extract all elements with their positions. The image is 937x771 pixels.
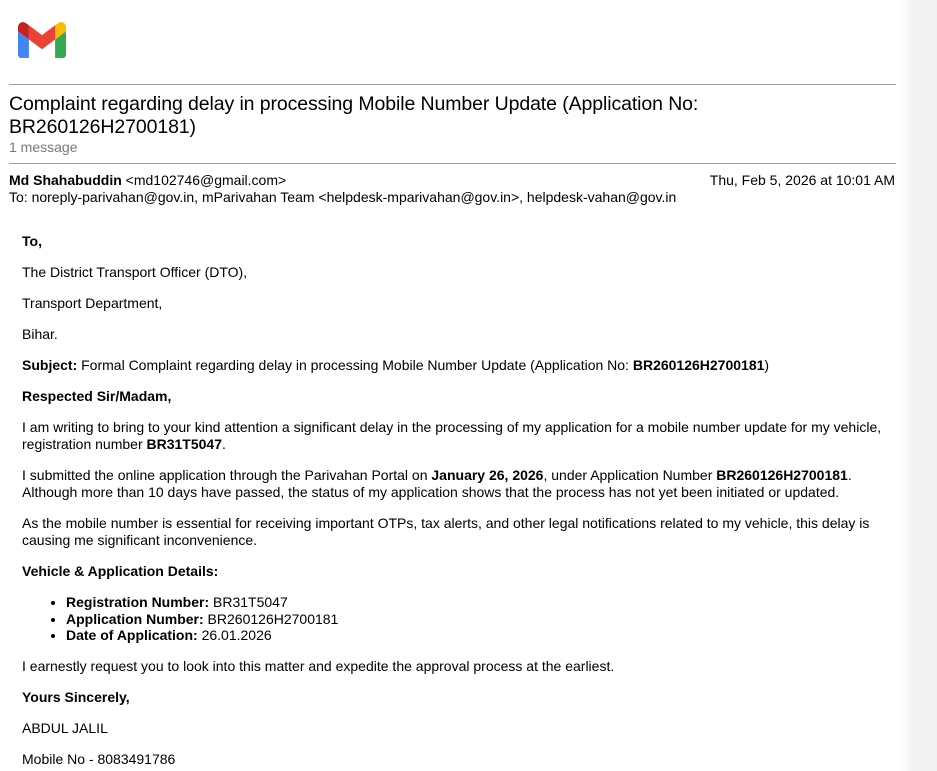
list-item [66,611,884,628]
details-value: BR31T5047 [209,594,288,610]
address-line-2: Transport Department, [22,295,163,311]
application-number-inline: BR260126H2700181 [716,467,848,483]
details-label: Application Number: [66,610,204,627]
paragraph-4: I earnestly request you to look into this matter and expedite the approval process at the earliest. [22,657,615,674]
details-label: Registration Number: [66,594,210,610]
message-count: 1 message [9,139,78,155]
email-body [22,233,884,771]
details-value: 26.01.2026 [197,627,272,643]
paragraph-2-text-a: I submitted the online application through the Parivahan Portal on [22,467,432,483]
paragraph-1 [22,419,884,453]
registration-number-inline: BR31T5047 [146,436,223,452]
sender-email: <md102746@gmail.com> [125,172,287,188]
paragraph-1-end: . [222,436,226,452]
closing: Yours Sincerely, [22,688,130,705]
sender-name: Md Shahabuddin [9,172,122,188]
paragraph-1-text: I am writing to bring to your kind attention a significant delay in the processing of my application for a mobile number update for my vehicle, registration number [22,419,882,452]
details-label: Date of Application: [66,627,198,643]
body-subject [22,357,884,374]
body-subject-close: ) [764,357,770,373]
email-subject: Complaint regarding delay in processing Mobile Number Update (Application No: BR260126H2700181) [9,93,699,138]
signature-name: ABDUL JALIL [22,719,108,736]
body-subject-app-no: BR260126H2700181 [632,357,765,373]
header-divider [9,84,896,85]
sender-line [9,172,286,189]
details-value: BR260126H2700181 [203,610,339,627]
paragraph-3: As the mobile number is essential for receiving important OTPs, tax alerts, and other legal notifications related to my vehicle, this delay is causing me significant inconvenience. [22,515,870,548]
address-line-1: The District Transport Officer (DTO), [22,264,248,280]
paragraph-2-text-c: . Although more than 10 days have passed, the status of my application shows that the process has not yet been initiated or updated. [22,467,852,500]
body-subject-label: Subject: [22,357,78,373]
signature-mobile: Mobile No - 8083491786 [22,750,176,767]
gmail-logo-icon [18,22,66,58]
body-subject-text: Formal Complaint regarding delay in processing Mobile Number Update (Application No: [77,357,633,373]
salutation: Respected Sir/Madam, [22,388,172,404]
email-date: Thu, Feb 5, 2026 at 10:01 AM [709,172,895,188]
details-list [22,594,884,644]
list-item [66,627,884,644]
recipients-line: To: noreply-parivahan@gov.in, mParivahan Team <helpdesk-mparivahan@gov.in>, helpdesk-vahan@gov.in [9,189,677,205]
body-to-label: To, [22,233,42,249]
paragraph-2-text-b: , under Application Number [543,467,717,483]
list-item [66,594,884,611]
paragraph-2 [22,467,884,501]
application-date-inline: January 26, 2026 [431,467,544,483]
thread-divider [9,163,896,164]
address-line-3: Bihar. [22,326,58,342]
details-heading: Vehicle & Application Details: [22,563,219,579]
page-side-shadow [901,0,937,771]
